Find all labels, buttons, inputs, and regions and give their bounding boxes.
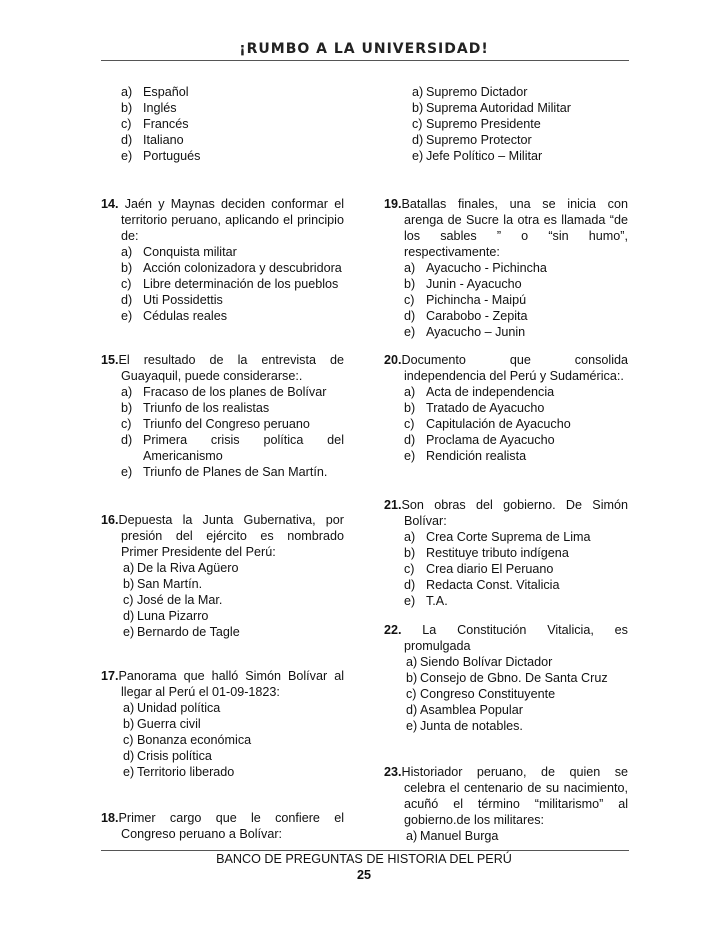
page-number: 25: [356, 868, 371, 882]
option: d) Asamblea Popular: [406, 703, 523, 717]
option: d) Italiano: [121, 133, 184, 147]
page-header-title: ¡RUMBO A LA UNIVERSIDAD!: [239, 41, 489, 57]
option: c) Bonanza económica: [123, 733, 252, 747]
question-21: [384, 497, 628, 609]
option: a) Siendo Bolívar Dictador: [406, 655, 553, 669]
question-stem-continued: promulgada: [404, 639, 471, 653]
option: a) Supremo Dictador: [412, 85, 528, 99]
question-stem: 15.El resultado de la entrevista de Guayaquil, puede considerarse:.: [101, 353, 344, 383]
question-23: [384, 764, 628, 844]
option: e) Triunfo de Planes de San Martín.: [121, 465, 328, 479]
question-stem: 20.Documento que consolida independencia del Perú y Sudamérica:.: [384, 353, 628, 383]
option: d) Uti Possidettis: [121, 293, 223, 307]
option: e) Rendición realista: [404, 449, 527, 463]
question-15: [101, 352, 344, 480]
option: e) T.A.: [404, 594, 448, 608]
question-22: [384, 622, 628, 734]
footer-text: BANCO DE PREGUNTAS DE HISTORIA DEL PERÚ: [216, 852, 512, 866]
option: e) Territorio liberado: [123, 765, 235, 779]
option: b) Restituye tributo indígena: [404, 546, 569, 560]
question-stem: 14. Jaén y Maynas deciden conformar el territorio peruano, aplicando el principio de:: [101, 197, 344, 243]
option: e) Portugués: [121, 149, 201, 163]
option: a) De la Riva Agüero: [123, 561, 239, 575]
question-17: [101, 668, 344, 780]
option: e) Junta de notables.: [406, 719, 523, 733]
question-stem: 16.Depuesta la Junta Gubernativa, por presión del ejército es nombrado Primer Presidente del Perú:: [101, 513, 344, 559]
option: e) Jefe Político – Militar: [412, 149, 543, 163]
question-16: [101, 512, 344, 640]
option: a) Unidad política: [123, 701, 221, 715]
option: d) Redacta Const. Vitalicia: [404, 578, 560, 592]
question-number: 22.: [384, 623, 402, 637]
option: b) Junin - Ayacucho: [404, 277, 522, 291]
option: b) Tratado de Ayacucho: [404, 401, 545, 415]
option: c) Triunfo del Congreso peruano: [121, 417, 310, 431]
question-stem: 22. La Constitución Vitalicia, es: [384, 623, 628, 637]
option: e) Ayacucho – Junin: [404, 325, 526, 339]
question-18-options: [384, 84, 628, 164]
option: a) Conquista militar: [121, 245, 237, 259]
option: c) José de la Mar.: [123, 593, 223, 607]
option: a) Ayacucho - Pichincha: [404, 261, 547, 275]
option: a) Manuel Burga: [406, 829, 499, 843]
footer-rule: [101, 850, 629, 851]
question-stem: 23.Historiador peruano, de quien se celebra el centenario de su nacimiento, acuñó el término “militarismo” al gobierno.de los militares:: [384, 765, 628, 827]
question-18: [101, 810, 344, 842]
option: d) Proclama de Ayacucho: [404, 433, 555, 447]
question-20: [384, 352, 628, 464]
option: c) Congreso Constituyente: [406, 687, 556, 701]
question-stem: 18.Primer cargo que le confiere el Congreso peruano a Bolívar:: [101, 811, 344, 841]
option: e) Cédulas reales: [121, 309, 228, 323]
option: b) Acción colonizadora y descubridora: [121, 261, 342, 275]
option: c) Pichincha - Maipú: [404, 293, 527, 307]
question-14: [101, 196, 344, 324]
question-stem: 17.Panorama que halló Simón Bolívar al llegar al Perú el 01-09-1823:: [101, 669, 344, 699]
option: d) Crisis política: [123, 749, 212, 763]
option: b) Triunfo de los realistas: [121, 401, 270, 415]
option: c) Francés: [121, 117, 189, 131]
option: a) Fracaso de los planes de Bolívar: [121, 385, 327, 399]
option: c) Capitulación de Ayacucho: [404, 417, 571, 431]
header-rule: [101, 60, 629, 61]
question-stem: 19.Batallas finales, una se inicia con arenga de Sucre la otra es llamada “de los sables ” o “sin humo”, respectivamente:: [384, 197, 628, 259]
option: d) Primera crisis política del Americanismo: [121, 433, 344, 463]
option: d) Luna Pizarro: [123, 609, 209, 623]
option: d) Carabobo - Zepita: [404, 309, 528, 323]
option: b) Inglés: [121, 101, 177, 115]
question-19: [384, 196, 628, 340]
question-stem: 21.Son obras del gobierno. De Simón Bolívar:: [384, 498, 628, 528]
option: c) Crea diario El Peruano: [404, 562, 554, 576]
option: a) Crea Corte Suprema de Lima: [404, 530, 591, 544]
option: b) Suprema Autoridad Militar: [412, 101, 571, 115]
option: b) Consejo de Gbno. De Santa Cruz: [406, 671, 608, 685]
option: d) Supremo Protector: [412, 133, 532, 147]
option: b) San Martín.: [123, 577, 203, 591]
question-13-options: [101, 84, 344, 164]
option: e) Bernardo de Tagle: [123, 625, 240, 639]
option: a) Acta de independencia: [404, 385, 555, 399]
option: a) Español: [121, 85, 189, 99]
option: c) Supremo Presidente: [412, 117, 541, 131]
option: b) Guerra civil: [123, 717, 201, 731]
option: c) Libre determinación de los pueblos: [121, 277, 339, 291]
